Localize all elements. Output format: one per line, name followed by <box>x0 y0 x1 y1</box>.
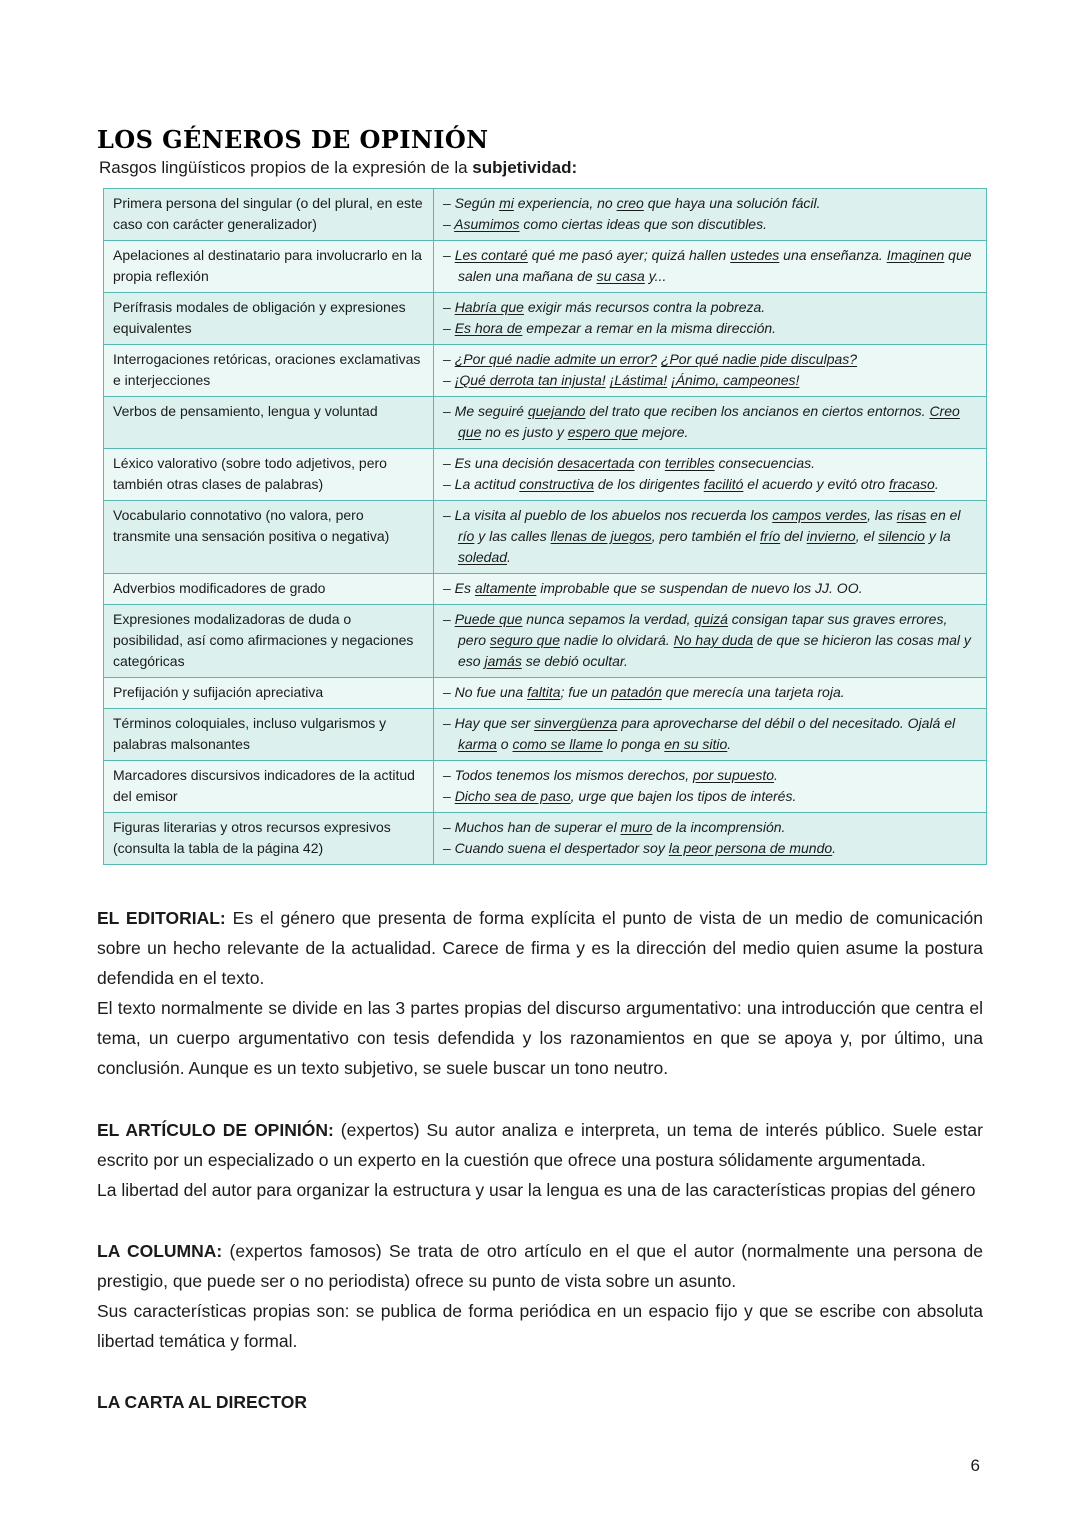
section <box>97 1387 983 1417</box>
section-paragraph <box>97 1387 983 1417</box>
table-row <box>104 813 986 865</box>
example-line: – Habría que exigir más recursos contra la pobreza. <box>443 299 766 315</box>
table-row <box>104 501 986 574</box>
table-row <box>104 241 986 293</box>
examples-cell <box>434 345 986 396</box>
example-line: – Es altamente improbable que se suspendan de nuevo los JJ. OO. <box>443 580 863 596</box>
feature-cell: Vocabulario connotativo (no valora, pero transmite una sensación positiva o negativa) <box>104 501 434 573</box>
feature-cell: Verbos de pensamiento, lengua y voluntad <box>104 397 434 448</box>
examples-cell <box>434 449 986 500</box>
feature-cell: Apelaciones al destinatario para involucrarlo en la propia reflexión <box>104 241 434 292</box>
section-lead: LA CARTA AL DIRECTOR <box>97 1392 307 1413</box>
section-lead: LA COLUMNA: <box>97 1240 230 1261</box>
table-row <box>104 449 986 501</box>
table-row <box>104 761 986 813</box>
subtitle-bold-text: subjetividad: <box>472 158 578 177</box>
examples-cell <box>434 501 986 573</box>
subtitle <box>99 158 983 178</box>
section-lead: EL ARTÍCULO DE OPINIÓN: <box>97 1119 341 1140</box>
examples-cell <box>434 813 986 864</box>
examples-cell <box>434 761 986 812</box>
table-row <box>104 678 986 709</box>
example-line: – Es hora de empezar a remar en la misma dirección. <box>443 320 777 336</box>
feature-cell: Primera persona del singular (o del plural, en este caso con carácter generalizador) <box>104 189 434 240</box>
table-row <box>104 293 986 345</box>
feature-cell: Marcadores discursivos indicadores de la actitud del emisor <box>104 761 434 812</box>
feature-cell: Léxico valorativo (sobre todo adjetivos, pero también otras clases de palabras) <box>104 449 434 500</box>
example-line: – ¿Por qué nadie admite un error? ¿Por qué nadie pide disculpas? <box>443 351 858 367</box>
section-paragraph: El texto normalmente se divide en las 3 partes propias del discurso argumentativo: una introducción que centra el tema, un cuerpo argumentativo con tesis defendida y los razonamientos en que se apoya y, por último, una conclusión. Aunque es un texto subjetivo, se suele buscar un tono neutro. <box>97 998 983 1079</box>
feature-cell: Interrogaciones retóricas, oraciones exclamativas e interjecciones <box>104 345 434 396</box>
example-line: – Asumimos como ciertas ideas que son discutibles. <box>443 216 767 232</box>
example-line: – Puede que nunca sepamos la verdad, quizá consigan tapar sus graves errores, pero seguro que nadie lo olvidará. No hay duda de que se hicieron las cosas mal y eso jamás se debió ocultar. <box>443 611 971 669</box>
table-row <box>104 345 986 397</box>
example-line: – Muchos han de superar el muro de la incomprensión. <box>443 819 786 835</box>
example-line: – Según mi experiencia, no creo que haya una solución fácil. <box>443 195 821 211</box>
table-row <box>104 189 986 241</box>
table-row <box>104 574 986 605</box>
examples-cell <box>434 241 986 292</box>
section-paragraph: LA COLUMNA: (expertos famosos) Se trata de otro artículo en el que el autor (normalmente una persona de prestigio, que puede ser o no periodista) ofrece su punto de vista sobre un asunto. <box>97 1240 983 1291</box>
examples-cell <box>434 678 986 708</box>
section-paragraph: EL ARTÍCULO DE OPINIÓN: (expertos) Su autor analiza e interpreta, un tema de interés público. Suele estar escrito por un especializado o un experto en la cuestión que ofrece una postura sólidamente argumentada. <box>97 1119 983 1170</box>
feature-cell: Términos coloquiales, incluso vulgarismos y palabras malsonantes <box>104 709 434 760</box>
section <box>97 903 983 1084</box>
example-line: – Les contaré qué me pasó ayer; quizá hallen ustedes una enseñanza. Imaginen que salen una mañana de su casa y... <box>443 247 972 284</box>
section <box>97 1236 983 1356</box>
feature-cell: Figuras literarias y otros recursos expresivos (consulta la tabla de la página 42) <box>104 813 434 864</box>
subtitle-text: Rasgos lingüísticos propios de la expresión de la <box>99 158 473 177</box>
example-line: – Cuando suena el despertador soy la peor persona de mundo. <box>443 840 837 856</box>
example-line: – ¡Qué derrota tan injusta! ¡Lástima! ¡Ánimo, campeones! <box>443 372 800 388</box>
example-line: – Me seguiré quejando del trato que reciben los ancianos en ciertos entornos. Creo que no es justo y espero que mejore. <box>443 403 960 440</box>
example-line: – No fue una faltita; fue un patadón que merecía una tarjeta roja. <box>443 684 845 700</box>
examples-cell <box>434 397 986 448</box>
example-line: – Todos tenemos los mismos derechos, por supuesto. <box>443 767 778 783</box>
section-paragraph: La libertad del autor para organizar la estructura y usar la lengua es una de las características propias del género <box>97 1179 976 1200</box>
table-row <box>104 709 986 761</box>
examples-cell <box>434 293 986 344</box>
section-paragraph: EL EDITORIAL: Es el género que presenta de forma explícita el punto de vista de un medio de comunicación sobre un hecho relevante de la actualidad. Carece de firma y es la dirección del medio quien asume la postura defendida en el texto. <box>97 908 983 989</box>
feature-cell: Expresiones modalizadoras de duda o posibilidad, así como afirmaciones y negaciones categóricas <box>104 605 434 677</box>
section <box>97 1115 983 1205</box>
example-line: – La actitud constructiva de los dirigentes facilitó el acuerdo y evitó otro fracaso. <box>443 476 939 492</box>
examples-cell <box>434 605 986 677</box>
section-lead: EL EDITORIAL: <box>97 908 233 928</box>
table-row <box>104 397 986 449</box>
examples-cell <box>434 709 986 760</box>
page-number: 6 <box>970 1456 980 1475</box>
example-line: – La visita al pueblo de los abuelos nos recuerda los campos verdes, las risas en el río y las calles llenas de juegos, pero también el frío del invierno, el silencio y la soledad. <box>443 507 961 565</box>
features-table <box>103 188 987 865</box>
example-line: – Es una decisión desacertada con terribles consecuencias. <box>443 455 816 471</box>
examples-cell <box>434 189 986 240</box>
example-line: – Hay que ser sinvergüenza para aprovecharse del débil o del necesitado. Ojalá el karma o como se llame lo ponga en su sitio. <box>443 715 956 752</box>
table-row <box>104 605 986 678</box>
sections <box>97 903 983 1417</box>
examples-cell <box>434 574 986 604</box>
feature-cell: Perífrasis modales de obligación y expresiones equivalentes <box>104 293 434 344</box>
section-paragraph: Sus características propias son: se publica de forma periódica en un espacio fijo y que se escribe con absoluta libertad temática y formal. <box>97 1301 983 1352</box>
feature-cell: Prefijación y sufijación apreciativa <box>104 678 434 708</box>
page-title: LOS GÉNEROS DE OPINIÓN <box>97 125 489 154</box>
example-line: – Dicho sea de paso, urge que bajen los tipos de interés. <box>443 788 797 804</box>
feature-cell: Adverbios modificadores de grado <box>104 574 434 604</box>
